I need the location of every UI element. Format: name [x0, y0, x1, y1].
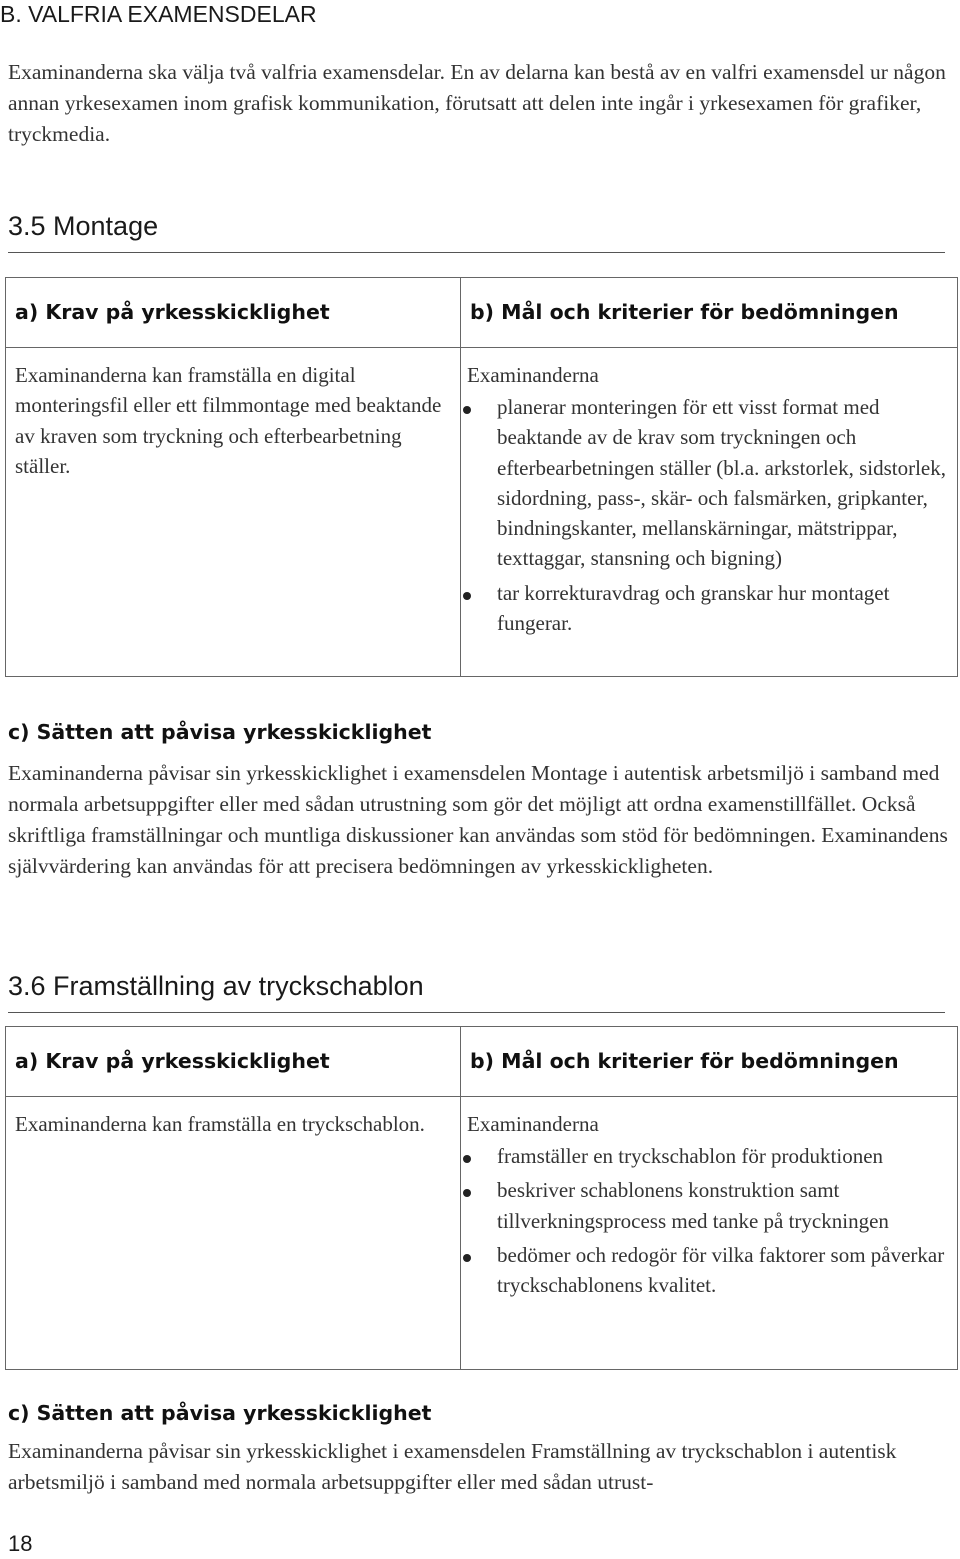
- demonstration-heading: c) Sätten att påvisa yrkesskicklighet: [8, 1401, 432, 1425]
- col-a-title: a) Krav på yrkesskicklighet: [15, 300, 330, 324]
- list-item-text: bedömer och redogör för vilka faktorer som påverkar tryckschablonens kvalitet.: [497, 1242, 945, 1298]
- col-a-title: a) Krav på yrkesskicklighet: [15, 1049, 330, 1073]
- col-a-body: [6, 1097, 461, 1370]
- criteria-list: [461, 392, 957, 638]
- col-b-body: [461, 1097, 958, 1370]
- col-a-text: Examinanderna kan framställa en tryckschablon.: [15, 1112, 425, 1136]
- col-b-title: b) Mål och kriterier för bedömningen: [470, 300, 899, 324]
- list-item-text: beskriver schablonens konstruktion samt tillverkningsprocess med tanke på tryckningen: [497, 1178, 889, 1233]
- list-item: [461, 578, 957, 639]
- list-item: [461, 1240, 957, 1301]
- criteria-table-tryckschablon: [5, 1026, 958, 1370]
- demonstration-heading: c) Sätten att påvisa yrkesskicklighet: [8, 720, 432, 744]
- col-b-header: [461, 278, 958, 348]
- list-item-text: planerar monteringen för ett visst format med beaktande av de krav som tryckningen och efterbearbetningen ställer (bl.a. arkstorlek, sidstorlek, sidordning, pass-, skär- och falsmärken, gripkanter, bindningskanter, mellanskärningar, mätstrippar, texttaggar, stansning och bigning): [497, 395, 946, 571]
- intro-paragraph: Examinanderna ska välja två valfria examensdelar. En av delarna kan bestå av en valfri examensdel ur någon annan yrkesexamen inom grafisk kommunikation, förutsatt att delen inte ingår i yrkesexamen för grafiker, tryckmedia.: [8, 60, 946, 146]
- bullet-icon: [463, 592, 471, 600]
- page-number: 18: [8, 1531, 33, 1556]
- bullet-icon: [463, 1189, 471, 1197]
- list-item-text: tar korrekturavdrag och granskar hur montaget fungerar.: [497, 580, 890, 636]
- bullet-icon: [463, 1155, 471, 1163]
- bullet-icon: [463, 406, 471, 414]
- col-b-lead: Examinanderna: [467, 1112, 599, 1136]
- col-a-text: Examinanderna kan framställa en digital monteringsfil eller ett filmmontage med beaktande av kraven som tryckning och efterbearbetning ställer.: [15, 363, 442, 478]
- list-item-text: framställer en tryckschablon för produktionen: [497, 1144, 884, 1168]
- col-b-header: [461, 1027, 958, 1097]
- list-item: [461, 1141, 957, 1171]
- section-heading-montage: 3.5 Montage: [8, 210, 945, 253]
- list-item: [461, 1175, 957, 1236]
- col-a-header: [6, 278, 461, 348]
- criteria-list: [461, 1141, 957, 1300]
- criteria-table-montage: [5, 277, 958, 677]
- page-title: B. VALFRIA EXAMENSDELAR: [0, 1, 317, 27]
- bullet-icon: [463, 1254, 471, 1262]
- list-item: [461, 392, 957, 574]
- col-b-lead: Examinanderna: [467, 363, 599, 387]
- demonstration-text: Examinanderna påvisar sin yrkesskicklighet i examensdelen Montage i autentisk arbetsmiljö i samband med normala arbetsuppgifter eller med sådan utrustning som gör det möjligt att ordna examenstillfället. Också skriftliga framställningar och muntliga diskussioner kan användas som stöd för bedömningen. Examinandens självvärdering kan användas för att precisera bedömningen av yrkesskickligheten.: [8, 761, 948, 878]
- col-b-body: [461, 348, 958, 677]
- col-b-title: b) Mål och kriterier för bedömningen: [470, 1049, 899, 1073]
- demonstration-text: Examinanderna påvisar sin yrkesskicklighet i examensdelen Framställning av tryckschablon i autentisk arbetsmiljö i samband med normala arbetsuppgifter eller med sådan utrust-: [8, 1439, 897, 1494]
- col-a-body: [6, 348, 461, 677]
- col-a-header: [6, 1027, 461, 1097]
- section-heading-tryckschablon: 3.6 Framställning av tryckschablon: [8, 970, 945, 1013]
